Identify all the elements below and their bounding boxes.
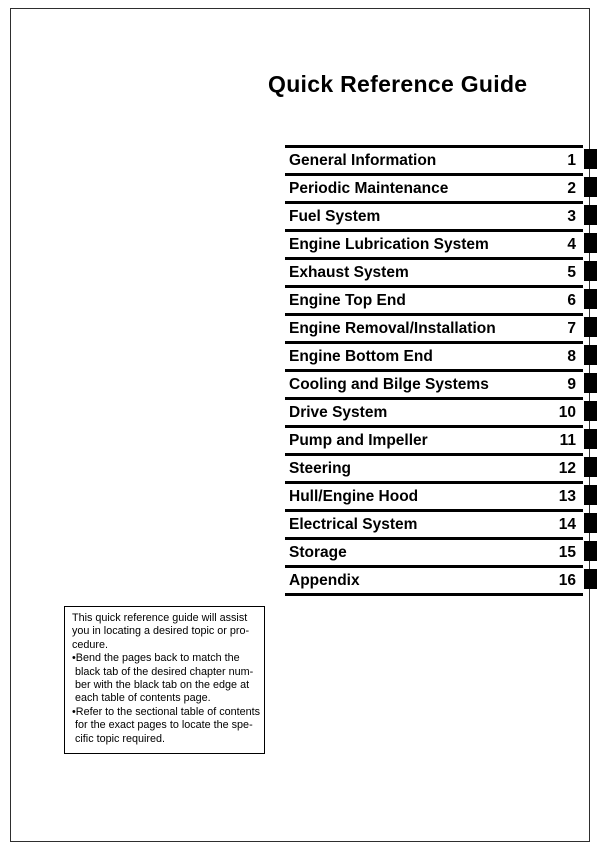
chapter-number: 13 xyxy=(558,487,576,505)
chapter-edge-tab-marker xyxy=(584,429,597,449)
chapter-edge-tab-marker xyxy=(584,541,597,561)
chapter-number: 4 xyxy=(567,235,576,253)
chapter-edge-tab-marker xyxy=(584,345,597,365)
chapter-number: 8 xyxy=(567,347,576,365)
chapter-row-appendix xyxy=(285,565,583,593)
chapter-label: Engine Lubrication System xyxy=(289,235,489,253)
chapter-edge-tab-marker xyxy=(584,149,597,169)
chapter-label: Appendix xyxy=(289,571,360,589)
chapter-number: 10 xyxy=(558,403,576,421)
chapter-label: Exhaust System xyxy=(289,263,409,281)
chapter-number: 12 xyxy=(558,459,576,477)
chapter-number: 3 xyxy=(567,207,576,225)
chapter-row-storage xyxy=(285,537,583,565)
chapter-row-pump-and-impeller xyxy=(285,425,583,453)
chapter-edge-tab-marker xyxy=(584,261,597,281)
note-line: ber with the black tab on the edge at xyxy=(72,679,250,692)
chapter-label: General Information xyxy=(289,151,437,169)
page-title: Quick Reference Guide xyxy=(268,71,528,97)
chapter-row-fuel-system xyxy=(285,201,583,229)
chapter-edge-tab-marker xyxy=(584,373,597,393)
chapter-row-cooling-and-bilge-systems xyxy=(285,369,583,397)
chapter-row-steering xyxy=(285,453,583,481)
chapter-list xyxy=(285,145,583,596)
note-line: •Bend the pages back to match the xyxy=(72,652,240,665)
chapter-number: 14 xyxy=(558,515,576,533)
chapter-number: 6 xyxy=(567,291,576,309)
chapter-label: Electrical System xyxy=(289,515,418,533)
note-line: each table of contents page. xyxy=(72,692,211,705)
note-line: This quick reference guide will assist xyxy=(72,612,248,624)
chapter-row-periodic-maintenance xyxy=(285,173,583,201)
chapter-edge-tab-marker xyxy=(584,513,597,533)
chapter-row-engine-removal-installation xyxy=(285,313,583,341)
usage-note-box xyxy=(64,606,265,754)
chapter-label: Hull/Engine Hood xyxy=(289,487,419,505)
chapter-row-hull-engine-hood xyxy=(285,481,583,509)
chapter-row-engine-bottom-end xyxy=(285,341,583,369)
chapter-row-engine-lubrication-system xyxy=(285,229,583,257)
chapter-edge-tab-marker xyxy=(584,457,597,477)
chapter-number: 2 xyxy=(567,179,576,197)
note-line: for the exact pages to locate the spe- xyxy=(72,719,253,732)
note-line: cedure. xyxy=(72,638,109,651)
chapter-number: 1 xyxy=(567,151,576,169)
chapter-label: Engine Removal/Installation xyxy=(289,319,496,337)
chapter-label: Cooling and Bilge Systems xyxy=(289,375,489,393)
chapter-label: Drive System xyxy=(289,403,388,421)
note-line: you in locating a desired topic or pro- xyxy=(72,625,250,638)
chapter-label: Engine Bottom End xyxy=(289,347,433,365)
chapter-label: Storage xyxy=(289,543,347,561)
chapter-edge-tab-marker xyxy=(584,569,597,589)
chapter-number: 7 xyxy=(567,319,576,337)
chapter-edge-tab-marker xyxy=(584,233,597,253)
chapter-edge-tab-marker xyxy=(584,401,597,421)
chapter-row-engine-top-end xyxy=(285,285,583,313)
chapter-label: Steering xyxy=(289,459,352,477)
chapter-label: Periodic Maintenance xyxy=(289,179,449,197)
chapter-number: 11 xyxy=(559,431,576,449)
note-line: cific topic required. xyxy=(72,732,166,745)
chapter-edge-tab-marker xyxy=(584,205,597,225)
note-line: •Refer to the sectional table of contents xyxy=(72,705,261,718)
chapter-row-drive-system xyxy=(285,397,583,425)
chapter-row-electrical-system xyxy=(285,509,583,537)
chapter-number: 5 xyxy=(567,263,576,281)
note-line: black tab of the desired chapter num- xyxy=(72,665,254,678)
chapter-edge-tab-marker xyxy=(584,289,597,309)
chapter-row-exhaust-system xyxy=(285,257,583,285)
chapter-number: 15 xyxy=(558,543,576,561)
chapter-edge-tab-marker xyxy=(584,177,597,197)
chapter-edge-tab-marker xyxy=(584,317,597,337)
chapter-row-general-information xyxy=(285,145,583,173)
chapter-label: Pump and Impeller xyxy=(289,431,428,449)
chapter-label: Engine Top End xyxy=(289,291,406,309)
chapter-edge-tab-marker xyxy=(584,485,597,505)
chapter-number: 9 xyxy=(567,375,576,393)
chapter-number: 16 xyxy=(558,571,576,589)
chapter-label: Fuel System xyxy=(289,207,381,225)
